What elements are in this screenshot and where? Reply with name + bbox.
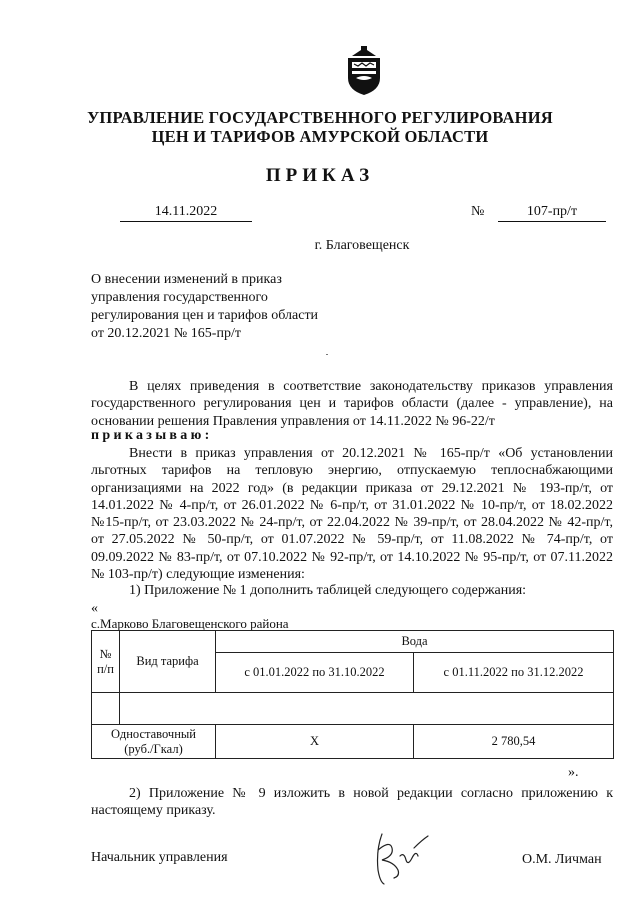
header-tariff-type: Вид тарифа bbox=[120, 631, 216, 693]
signer-name: О.М. Личман bbox=[522, 852, 602, 867]
org-name-line-2: ЦЕН И ТАРИФОВ АМУРСКОЙ ОБЛАСТИ bbox=[151, 127, 489, 146]
header-num: № п/п bbox=[92, 631, 120, 693]
tariff-table bbox=[91, 630, 614, 759]
handwritten-signature bbox=[368, 830, 438, 888]
row-value-period-1: Х bbox=[216, 725, 414, 759]
signer-position: Начальник управления bbox=[91, 850, 228, 865]
order-subject bbox=[91, 271, 371, 343]
order-number-sign: № bbox=[471, 204, 485, 219]
quote-close-mark: ». bbox=[568, 765, 579, 780]
subject-line: от 20.12.2021 № 165-пр/т bbox=[91, 326, 241, 341]
empty-row bbox=[120, 693, 614, 725]
header-period-1: с 01.01.2022 по 31.10.2022 bbox=[216, 653, 414, 693]
amendment-paragraph: Внести в приказ управления от 20.12.2021 № 165-пр/т «Об установлении льготных тарифов на тепловую энергию, отпускаемую теплоснабжающими организациями на 2022 год» (в редакции приказа от 29.12.2021 № 193-пр/т, от 14.01.2022 № 4-пр/т, от 26.01.2022 № 6-пр/т, от 31.01.2022 № 10-пр/т, от 18.02.2022 №15-пр/т, от 23.03.2022 № 24-пр/т, от 22.04.2022 № 39-пр/т, от 28.04.2022 № 42-пр/т, от 27.05.2022 № 50-пр/т, от 01.07.2022 № 59-пр/т, от 11.08.2022 № 74-пр/т, от 09.09.2022 № 83-пр/т, от 07.10.2022 № 92-пр/т, от 14.10.2022 № 95-пр/т, от 07.11.2022 № 103-пр/т) следующие изменения: bbox=[91, 446, 613, 583]
scan-speck bbox=[326, 354, 328, 355]
subject-line: управления государственного bbox=[91, 290, 268, 305]
preamble-paragraph: В целях приведения в соответствие законодательству приказов управления государственного регулирования цен и тарифов области (далее - управление), на основании решения Правления управления от 14.11.2022 № 96-22/т bbox=[91, 379, 613, 429]
header-water: Вода bbox=[216, 631, 614, 653]
document-title: ПРИКАЗ bbox=[265, 165, 375, 186]
quote-open-mark: « bbox=[91, 601, 98, 616]
order-keyword: приказываю: bbox=[91, 428, 213, 443]
table-caption-district: с.Марково Благовещенского района bbox=[91, 616, 289, 631]
order-date: 14.11.2022 bbox=[120, 204, 252, 222]
subject-line: регулирования цен и тарифов области bbox=[91, 308, 319, 323]
org-name-line-1: УПРАВЛЕНИЕ ГОСУДАРСТВЕННОГО РЕГУЛИРОВАНИЯ bbox=[87, 108, 553, 127]
item-1-text: 1) Приложение № 1 дополнить таблицей следующего содержания: bbox=[129, 583, 527, 598]
order-city: г. Благовещенск bbox=[314, 238, 410, 253]
item-2-paragraph: 2) Приложение № 9 изложить в новой редакции согласно приложению к настоящему приказу. bbox=[91, 786, 613, 819]
subject-line: О внесении изменений в приказ bbox=[91, 272, 282, 287]
coat-of-arms-emblem-icon bbox=[344, 46, 384, 96]
header-period-2: с 01.11.2022 по 31.12.2022 bbox=[414, 653, 614, 693]
row-value-period-2: 2 780,54 bbox=[414, 725, 614, 759]
row-label-single-rate: Одноставочный (руб./Гкал) bbox=[92, 725, 216, 759]
empty-cell bbox=[92, 693, 120, 725]
order-number: 107-пр/т bbox=[498, 204, 606, 222]
